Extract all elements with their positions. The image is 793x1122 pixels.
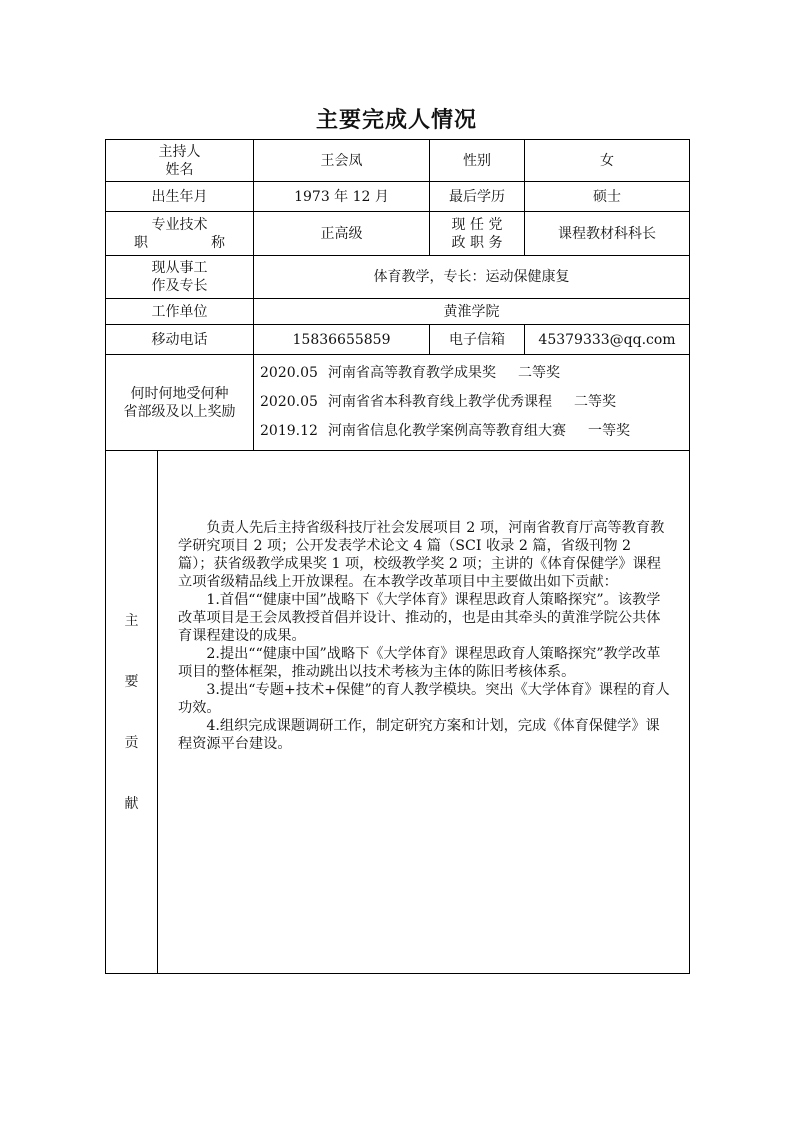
page-title: 主要完成人情况 [315,108,477,133]
work-label-line1: 现从事工 [151,260,208,276]
phone-label: 移动电话 [106,325,254,355]
name-label-line1: 主持人 [158,143,201,160]
post-label-line1: 现 任 党 [451,216,503,233]
gender-value: 女 [525,140,690,182]
award-year: 2020.05 [260,365,318,381]
post-label-line2: 政 职 务 [451,234,503,251]
post-label-cell [430,212,525,256]
award-year: 2020.05 [260,394,318,410]
contribution-paragraph: 2.提出““健康中国”战略下《大学体育》课程思政育人策略探究”教学改革项目的整体框架，推动跳出以技术考核为主体的陈旧考核体系。 [178,646,661,680]
unit-label: 工作单位 [106,299,254,325]
post-value: 课程教材科科长 [525,212,690,256]
contribution-paragraph: 1.首倡““健康中国”战略下《大学体育》课程思政育人策略探究”。该教学改革项目是王会凤教授首倡并设计、推动的，也是由其牵头的黄淮学院公共体育课程建设的成果。 [178,592,661,644]
awards-label-cell [106,355,254,451]
awards-list [254,355,690,451]
edu-label: 最后学历 [430,182,525,212]
contribution-paragraph: 负责人先后主持省级科技厅社会发展项目 2 项，河南省教育厅高等教育教学研究项目 2 项；公开发表学术论文 4 篇（SCI 收录 2 篇，省级刊物 2 篇）；获省级教学成果奖 1 项，校级教学奖 2 项；主讲的《体育保健学》课程立项省级精品线上开放课程。在本教学改革项目中主要做出如下贡献： [178,520,665,590]
birth-label: 出生年月 [106,182,254,212]
side-char: 献 [124,795,139,812]
awards-label-line2: 省部级及以上奖励 [123,403,236,420]
name-value: 王会凤 [254,140,430,182]
work-label-line2: 作及专长 [151,278,208,294]
unit-value: 黄淮学院 [254,299,690,325]
award-name: 河南省省本科教育线上教学优秀课程 [328,394,552,410]
award-item [260,388,689,417]
phone-value: 15836655859 [254,325,430,355]
contribution-side-label [106,451,158,974]
work-value: 体育教学，专长：运动保健康复 [254,256,690,299]
work-label-cell [106,256,254,299]
awards-label-line1: 何时何地受何种 [130,385,229,402]
contribution-text [158,451,690,974]
award-level: 二等奖 [574,394,616,410]
contribution-paragraph: 4.组织完成课题调研工作，制定研究方案和计划，完成《体育保健学》课程资源平台建设。 [178,718,660,752]
side-char: 主 [124,612,139,629]
info-table [105,139,690,974]
pro-title-label-line1: 专业技术 [151,216,208,233]
side-char: 贡 [124,734,139,751]
pro-title-label-cell [106,212,254,256]
name-label-line2: 姓名 [165,161,194,178]
birth-value: 1973 年 12 月 [254,182,430,212]
award-level: 一等奖 [588,423,630,439]
contribution-paragraph: 3.提出“专题+技术+保健”的育人教学模块。突出《大学体育》课程的育人功效。 [178,682,670,716]
edu-value: 硕士 [525,182,690,212]
award-item [260,359,689,388]
award-year: 2019.12 [260,423,318,439]
award-name: 河南省高等教育教学成果奖 [328,365,496,381]
pro-title-label-char1: 职 [134,234,148,251]
award-item [260,417,689,446]
side-char: 要 [124,673,139,690]
name-label-cell [106,140,254,182]
award-name: 河南省信息化教学案例高等教育组大赛 [328,423,566,439]
pro-title-label-char2: 称 [211,234,225,251]
gender-label: 性别 [430,140,525,182]
award-level: 二等奖 [518,365,560,381]
pro-title-value: 正高级 [254,212,430,256]
email-label: 电子信箱 [430,325,525,355]
email-value: 45379333@qq.com [525,325,690,355]
